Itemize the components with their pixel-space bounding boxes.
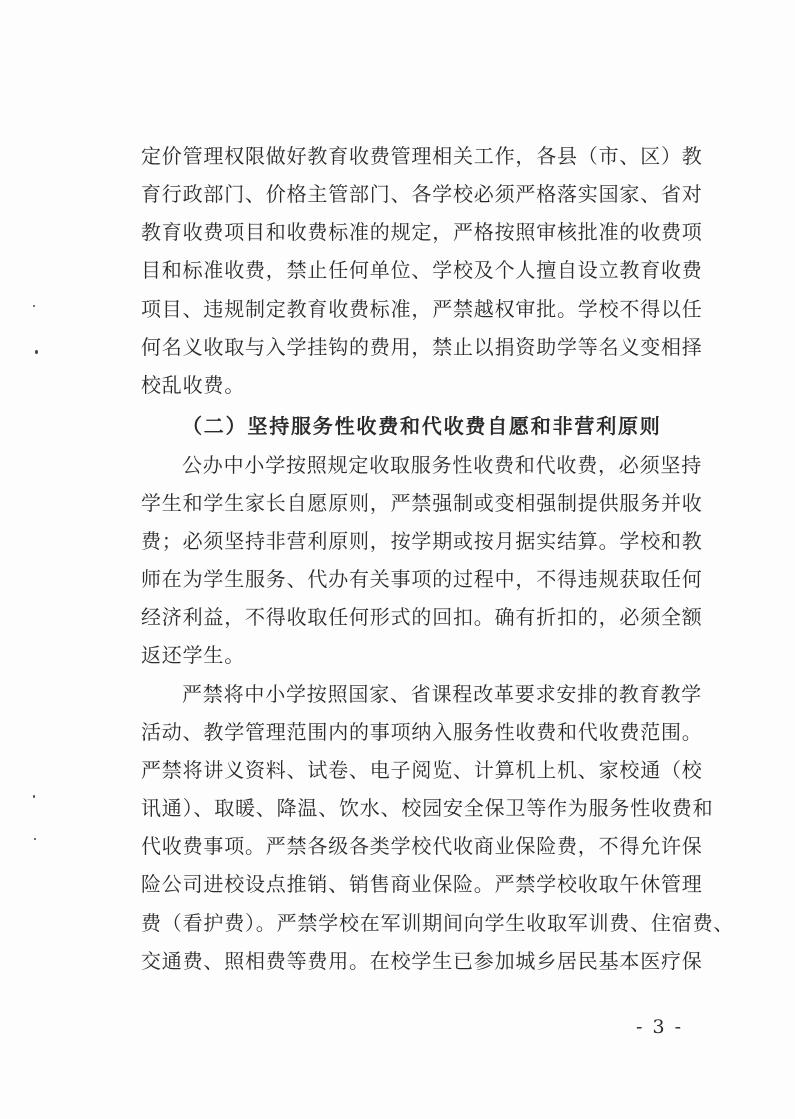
paragraph-line: 代收费事项。严禁各级各类学校代收商业保险费，不得允许保: [141, 834, 703, 858]
scan-speck: [33, 305, 35, 307]
page-number: - 3 -: [636, 1016, 684, 1038]
paragraph-line: 校乱收费。: [141, 373, 245, 397]
paragraph-line: 育行政部门、价格主管部门、各学校必须严格落实国家、省对: [141, 182, 703, 206]
paragraph-line: 返还学生。: [141, 643, 245, 667]
paragraph-line: 项目、违规制定教育收费标准，严禁越权审批。学校不得以任: [141, 297, 703, 321]
paragraph-line: 严禁将讲义资料、试卷、电子阅览、计算机上机、家校通（校: [141, 758, 703, 782]
paragraph-line: 目和标准收费，禁止任何单位、学校及个人擅自设立教育收费: [141, 258, 703, 282]
scan-speck: [35, 350, 38, 354]
scan-speck: [34, 838, 36, 840]
paragraph-line: 公办中小学按照规定收取服务性收费和代收费，必须坚持: [182, 453, 702, 477]
paragraph-line: 教育收费项目和收费标准的规定，严格按照审核批准的收费项: [141, 220, 703, 244]
paragraph-line: 经济利益，不得收取任何形式的回扣。确有折扣的，必须全额: [141, 605, 703, 629]
paragraph-line: 何名义收取与入学挂钩的费用，禁止以捐资助学等名义变相择: [141, 335, 703, 359]
paragraph-line: 学生和学生家长自愿原则，严禁强制或变相强制提供服务并收: [141, 491, 703, 515]
paragraph-line: 师在为学生服务、代办有关事项的过程中，不得违规获取任何: [141, 567, 703, 591]
paragraph-line: 讯通）、取暖、降温、饮水、校园安全保卫等作为服务性收费和: [141, 796, 714, 820]
paragraph-line: 费；必须坚持非营利原则，按学期或按月据实结算。学校和教: [141, 529, 703, 553]
scan-speck: [33, 795, 35, 798]
paragraph-line: 交通费、照相费等费用。在校学生已参加城乡居民基本医疗保: [141, 949, 703, 973]
paragraph-line: 定价管理权限做好教育收费管理相关工作，各县（市、区）教: [141, 144, 703, 168]
paragraph-line: 严禁将中小学按照国家、省课程改革要求安排的教育教学: [182, 682, 702, 706]
paragraph-line: 活动、教学管理范围内的事项纳入服务性收费和代收费范围。: [141, 720, 703, 744]
section-heading: （二）坚持服务性收费和代收费自愿和非营利原则: [182, 414, 661, 438]
paragraph-line: 险公司进校设点推销、销售商业保险。严禁学校收取午休管理: [141, 872, 703, 896]
paragraph-line: 费（看护费）。严禁学校在军训期间向学生收取军训费、住宿费、: [141, 911, 735, 935]
